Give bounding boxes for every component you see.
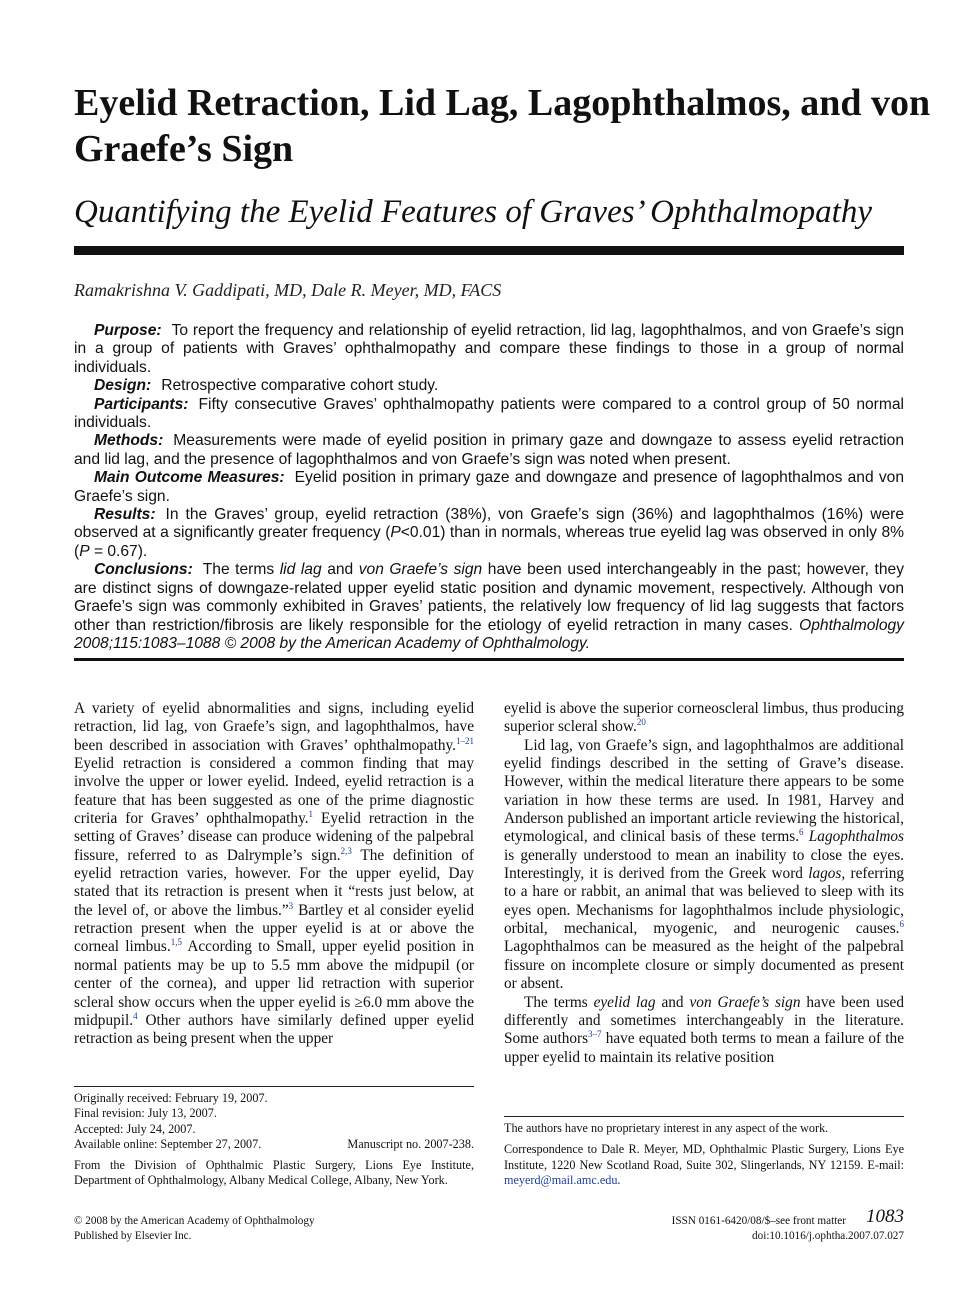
doi[interactable]: doi:10.1016/j.ophtha.2007.07.027 (752, 1230, 904, 1242)
abstract-label: Results: (94, 506, 156, 524)
citation-ref[interactable]: 6 (799, 827, 804, 838)
citation-ref[interactable]: 3–7 (588, 1029, 602, 1040)
footnote-divider-right (504, 1116, 904, 1117)
publisher: Published by Elsevier Inc. (74, 1230, 192, 1242)
date-accepted: Accepted: July 24, 2007. (74, 1121, 196, 1136)
abstract-divider (74, 658, 904, 661)
citation-ref[interactable]: 1–21 (456, 735, 474, 746)
author-list: Ramakrishna V. Gaddipati, MD, Dale R. Meyer, MD, FACS (74, 280, 502, 300)
abstract-label: Design: (94, 377, 152, 395)
correspondence: Correspondence to Dale R. Meyer, MD, Ophthalmic Plastic Surgery, Lions Eye Institute, 1220 New Scotland Road, Suite 302, Slingerlands, NY 12159. E-mail: meyerd@mail.amc.edu. (504, 1142, 904, 1187)
issn: ISSN 0161-6420/08/$–see front matter (671, 1215, 846, 1227)
abstract-methods: Methods: Measurements were made of eyelid position in primary gaze and downgaze to assess eyelid retraction and lid lag, and the presence of lagophthalmos and von Graefe’s sign was noted when present. (74, 432, 904, 468)
body-paragraph: eyelid is above the superior corneoscleral limbus, thus producing superior scleral show.$^{20}$ (504, 700, 904, 736)
footer-left (74, 1214, 315, 1244)
email-link[interactable]: meyerd@mail.amc.edu (504, 1172, 618, 1187)
citation-ref[interactable]: 3 (288, 900, 294, 911)
affiliation: From the Division of Ophthalmic Plastic Surgery, Lions Eye Institute, Department of Ophthalmology, Albany Medical College, Albany, New York. (74, 1158, 474, 1188)
citation-ref[interactable]: 1 (308, 809, 314, 820)
manuscript-number: Manuscript no. 2007-238. (347, 1136, 474, 1151)
title-divider (74, 246, 904, 255)
abstract-label: Purpose: (94, 322, 162, 339)
footnote-correspondence (504, 1121, 904, 1188)
footer-right (600, 1214, 904, 1244)
abstract-label: Participants: (94, 395, 189, 413)
disclosure: The authors have no proprietary interest in any aspect of the work. (504, 1121, 829, 1135)
abstract-purpose: Purpose: To report the frequency and relationship of eyelid retraction, lid lag, lagophthalmos, and von Graefe’s sign in a group of patients with Graves’ ophthalmopathy and compare these findings to those in a group of normal individuals. (74, 322, 904, 376)
copyright: © 2008 by the American Academy of Ophthalmology (74, 1215, 315, 1227)
body-paragraph: Lid lag, von Graefe’s sign, and lagophthalmos are additional eyelid findings described in the setting of Grave’s disease. However, within the medical literature there appears to be some variation in how these terms are used. In 1981, Harvey and Anderson published an important article reviewing the historical, etymological, and clinical basis of these terms.$^6$ Lagophthalmos is generally understood to mean an inability to close the eyes. Interestingly, it is derived from the Greek word lagos, referring to a hare or rabbit, an animal that was believed to sleep with its eyes open. Mechanisms for lagophthalmos include physiologic, orbital, mechanical, myogenic, and neurogenic causes.$^6$ Lagophthalmos can be measured as the height of the palpebral fissure on incomplete closure or simply documented as present or absent. (504, 736, 904, 993)
page-number: 1083 (866, 1206, 904, 1227)
citation-ref[interactable]: 4 (133, 1010, 138, 1021)
date-received: Originally received: February 19, 2007. (74, 1091, 268, 1105)
article-subtitle: Quantifying the Eyelid Features of Graves’ Ophthalmopathy (74, 194, 872, 230)
body-column-left (74, 700, 474, 1049)
citation-ref[interactable]: 20 (636, 717, 646, 728)
abstract-results: Results: In the Graves’ group, eyelid retraction (38%), von Graefe’s sign (36%) and lagophthalmos (16%) were observed at a significantly greater frequency (P<0.01) than in normals, whereas true eyelid lag was observed in only 8% (P = 0.67). (74, 506, 904, 560)
abstract-label: Main Outcome Measures: (94, 469, 285, 487)
abstract-label: Conclusions: (94, 561, 193, 579)
footnote-dates (74, 1091, 474, 1189)
journal-citation: Ophthalmology 2008;115:1083–1088 © 2008 by the American Academy of Ophthalmology. (74, 616, 904, 652)
abstract-label: Methods: (94, 432, 164, 450)
article-title: Eyelid Retraction, Lid Lag, Lagophthalmos, and von Graefe’s Sign (74, 82, 931, 170)
abstract-design: Design: Retrospective comparative cohort study. (94, 377, 439, 395)
abstract-conclusions: Conclusions: The terms lid lag and von Graefe’s sign have been used interchangeably in the past; however, they are distinct signs of downgaze-related upper eyelid static position and dynamic movement, respectively. Although von Graefe’s sign was commonly exhibited in Graves’ patients, the relatively low frequency of lid lag suggests that factors other than restriction/fibrosis are likely responsible for the etiology of eyelid retraction in many cases. Ophthalmology 2008;115:1083–1088 © 2008 by the American Academy of Ophthalmology. (74, 561, 904, 652)
body-paragraph: The terms eyelid lag and von Graefe’s sign have been used differently and sometimes interchangeably in the literature. Some authors$^{3-7}$ have equated both terms to mean a failure of the upper eyelid to maintain its relative position (504, 993, 904, 1066)
citation-ref[interactable]: 2,3 (340, 845, 352, 856)
citation-ref[interactable]: 1,5 (170, 937, 182, 948)
abstract-outcome-measures: Main Outcome Measures: Eyelid position in primary gaze and downgaze and presence of lagophthalmos and von Graefe’s sign. (74, 469, 904, 505)
abstract-participants: Participants: Fifty consecutive Graves’ ophthalmopathy patients were compared to a control group of 50 normal individuals. (74, 395, 904, 432)
body-paragraph: A variety of eyelid abnormalities and signs, including eyelid retraction, lid lag, von Graefe’s sign, and lagophthalmos, have been described in association with Graves’ ophthalmopathy.$^{1-21}$ Eyelid retraction is considered a common finding that may involve the upper or lower eyelid. Indeed, eyelid retraction is a feature that has been suggested as one of the prime diagnostic criteria for Graves’ ophthalmopathy.$^1$ Eyelid retraction in the setting of Graves’ disease can produce widening of the palpebral fissure, referred to as Dalrymple’s sign.$^{2,3}$ The definition of eyelid retraction varies, however. For the upper eyelid, Day stated that its retraction is present when it “rests just below, at the level of, or above the limbus.”$^3$ Bartley et al consider eyelid retraction present when the upper eyelid is at or above the corneal limbus.$^{1,5}$ According to Small, upper eyelid position in normal patients may be up to 5.5 mm above the midpupil (or center of the cornea), and upper lid retraction with superior scleral show occurs when the upper eyelid is ≥6.0 mm above the midpupil.$^4$ Other authors have similarly defined upper eyelid retraction as being present when the upper (74, 700, 474, 1048)
citation-ref[interactable]: 6 (899, 919, 904, 930)
body-column-right (504, 700, 904, 1067)
date-online: Available online: September 27, 2007. Manuscript no. 2007-238. (74, 1136, 474, 1151)
abstract (74, 322, 904, 653)
footnote-divider-left (74, 1086, 474, 1087)
date-revision: Final revision: July 13, 2007. (74, 1106, 217, 1121)
